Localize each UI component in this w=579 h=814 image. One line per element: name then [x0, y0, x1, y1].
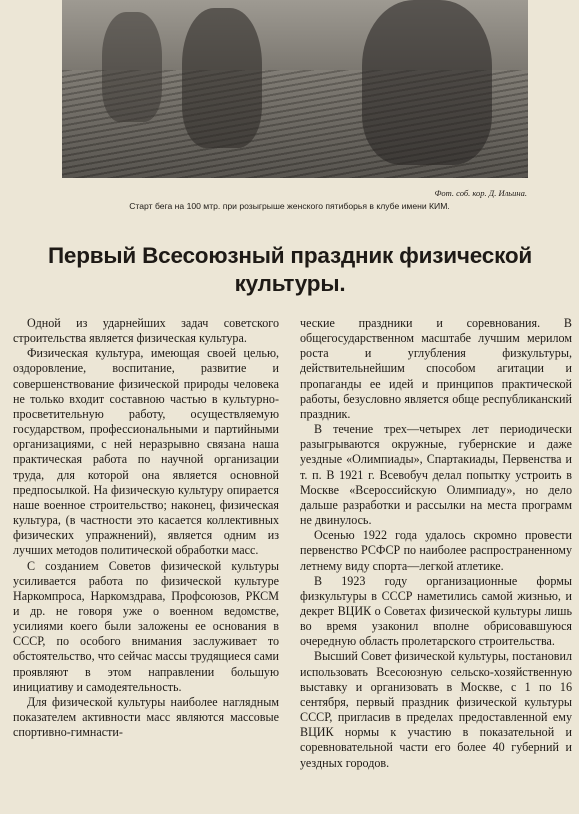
paragraph: С созданием Советов физической культуры усиливается работа по физической культуре Наркомпроса, Наркомздрава, Профсоюзов, РКСМ и др. не говоря уже о военном ведомстве, усилиями коего были заложены ее основания в СССР, по особого внимания заслуживает то обстоятельство, что сейчас массы трудящиеся сами проявляют в этом направлении большую инициативу и самодеятельность. [13, 558, 279, 694]
paragraph: ческие праздники и соревнования. В общегосударственном масштабе лучшим мерилом роста и углубления физкультуры, действительнейшим способом агитации и пропаганды ее идей и принципов практической работы, безусловно является общe республиканский праздник. [300, 316, 572, 421]
paragraph: Осенью 1922 года удалось скромно провести первенство РСФСР по наиболее распространенному летнему виду спорта—легкой атлетике. [300, 528, 572, 573]
photo-credit: Фот. соб. кор. Д. Ильина. [434, 188, 527, 198]
runner-figure [362, 0, 492, 165]
paragraph: Высший Совет физической культуры, постановил использовать Всесоюзную сельско-хозяйственную выставку и организовать в Москве, с 1 по 16 сентября, первый праздник физической культуры СССР, пригласив в пределах предоставленной ему ВЦИК нормы к участию в показательной и соревновательной части его более 40 губерний и уездных городов. [300, 649, 572, 770]
paragraph: В течение трех—четырех лет периодически разыгрываются окружные, губернские и даже уездные «Олимпиады», Спартакиады, Первенства и т. п. В 1921 г. Всевобуч делал попытку устроить в Москве «Всероссийскую Олимпиаду», но дело дальше разработки и рассылки на места программ не двинулось. [300, 422, 572, 528]
runner-figure [102, 12, 162, 122]
race-photo [62, 0, 528, 178]
paragraph: Одной из ударнейших задач советского строительства является физическая культура. [13, 316, 279, 346]
paragraph: В 1923 году организационные формы физкультуры в СССР наметились самой жизнью, и декрет ВЦИК о Советах физической культуры лишь во время узаконил вполне обрисовавшуюся очередную область пролетарского строительства. [300, 573, 572, 649]
article-title: Первый Всесоюзный праздник физической культуры. [47, 243, 533, 296]
paragraph: Для физической культуры наиболее наглядным показателем активности масс являются массовые спортивно-гимнасти- [13, 694, 279, 740]
right-column [300, 316, 572, 771]
left-column [13, 316, 279, 740]
runner-figure [182, 8, 262, 148]
paragraph: Физическая культура, имеющая своей целью, оздоровление, воспитание, развитие и совершенствование физической природы человека не только входит составною частью в культурно-просветительную работу, осуществляемую государством, профессиональными и партийными организациями, с ней неразрывно связана наша практическая работа по научной организации труда, для которой она является основной предпосылкой. На физическую культуру опирается наше военное строительство; наконец, физическая культура, (в частности это касается коллективных физических упражнений), является одним из лучших методов политической обработки масс. [13, 346, 279, 558]
photo-caption: Старт бега на 100 мтр. при розыгрыше женского пятиборья в клубе имени КИМ. [129, 201, 450, 211]
